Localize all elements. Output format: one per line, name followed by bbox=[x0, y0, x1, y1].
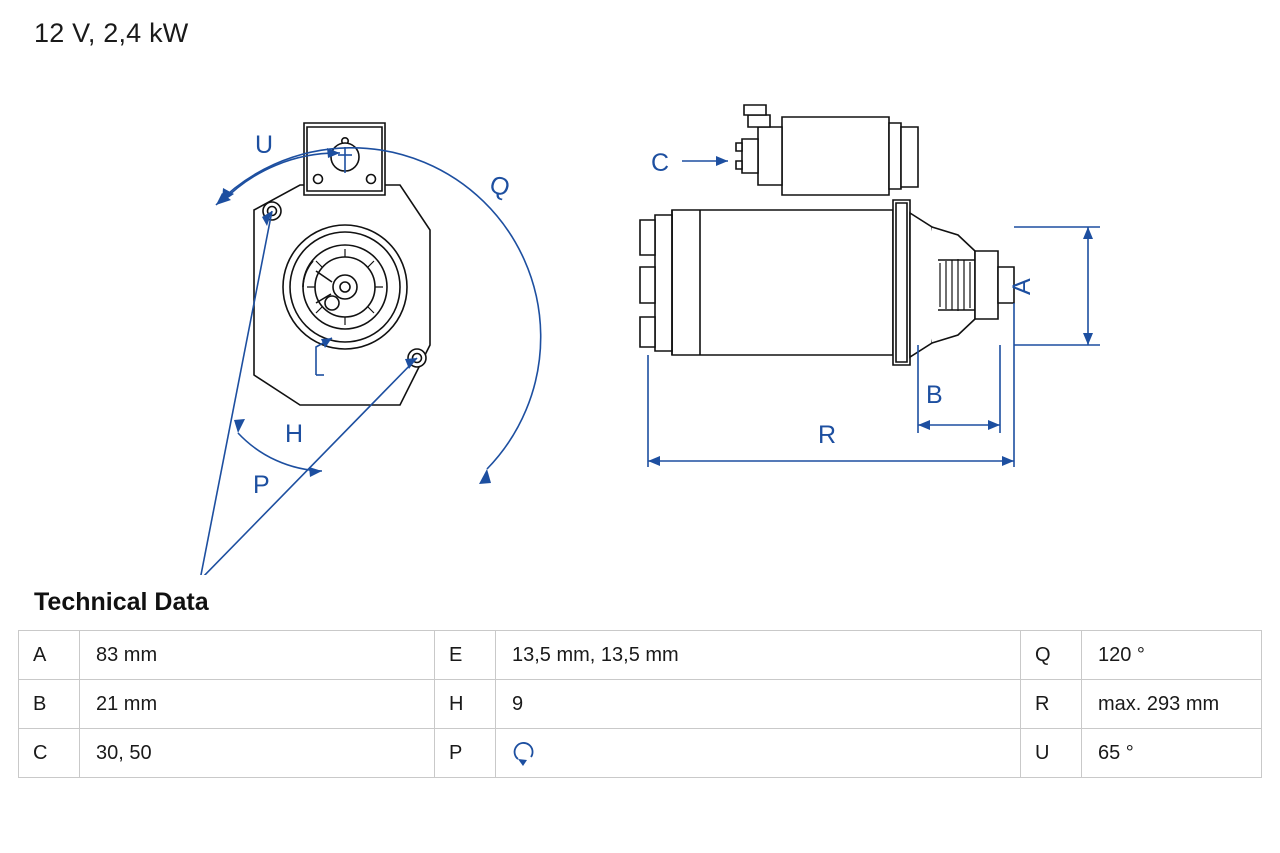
label-U: U bbox=[255, 131, 274, 159]
technical-data-table bbox=[18, 630, 1262, 778]
label-H: H bbox=[285, 420, 304, 448]
table-row bbox=[19, 729, 1262, 778]
table-row bbox=[19, 631, 1262, 680]
row-value-e: 13,5 mm, 13,5 mm bbox=[496, 631, 1021, 680]
row-value-q: 120 ° bbox=[1082, 631, 1262, 680]
label-A: A bbox=[1008, 278, 1036, 295]
left-view bbox=[182, 123, 541, 575]
row-key-p: P bbox=[435, 729, 496, 778]
row-value-a: 83 mm bbox=[80, 631, 435, 680]
row-key-c: C bbox=[19, 729, 80, 778]
label-P: P bbox=[253, 471, 270, 499]
label-C: C bbox=[651, 149, 670, 177]
label-B: B bbox=[926, 381, 943, 409]
row-key-b: B bbox=[19, 680, 80, 729]
row-value-u: 65 ° bbox=[1082, 729, 1262, 778]
row-key-e: E bbox=[435, 631, 496, 680]
drawing-svg bbox=[0, 55, 1280, 575]
table-row bbox=[19, 680, 1262, 729]
row-value-b: 21 mm bbox=[80, 680, 435, 729]
label-Q: Q bbox=[486, 170, 514, 203]
row-key-h: H bbox=[435, 680, 496, 729]
right-view bbox=[640, 105, 1100, 467]
row-value-p bbox=[496, 729, 1021, 778]
row-value-h: 9 bbox=[496, 680, 1021, 729]
row-value-r: max. 293 mm bbox=[1082, 680, 1262, 729]
label-R: R bbox=[818, 421, 837, 449]
technical-data-heading: Technical Data bbox=[34, 588, 209, 616]
rotation-direction-icon bbox=[512, 740, 538, 766]
technical-drawing bbox=[0, 55, 1280, 575]
row-key-a: A bbox=[19, 631, 80, 680]
row-key-u: U bbox=[1021, 729, 1082, 778]
row-key-q: Q bbox=[1021, 631, 1082, 680]
row-value-c: 30, 50 bbox=[80, 729, 435, 778]
page-title: 12 V, 2,4 kW bbox=[34, 18, 189, 48]
row-key-r: R bbox=[1021, 680, 1082, 729]
